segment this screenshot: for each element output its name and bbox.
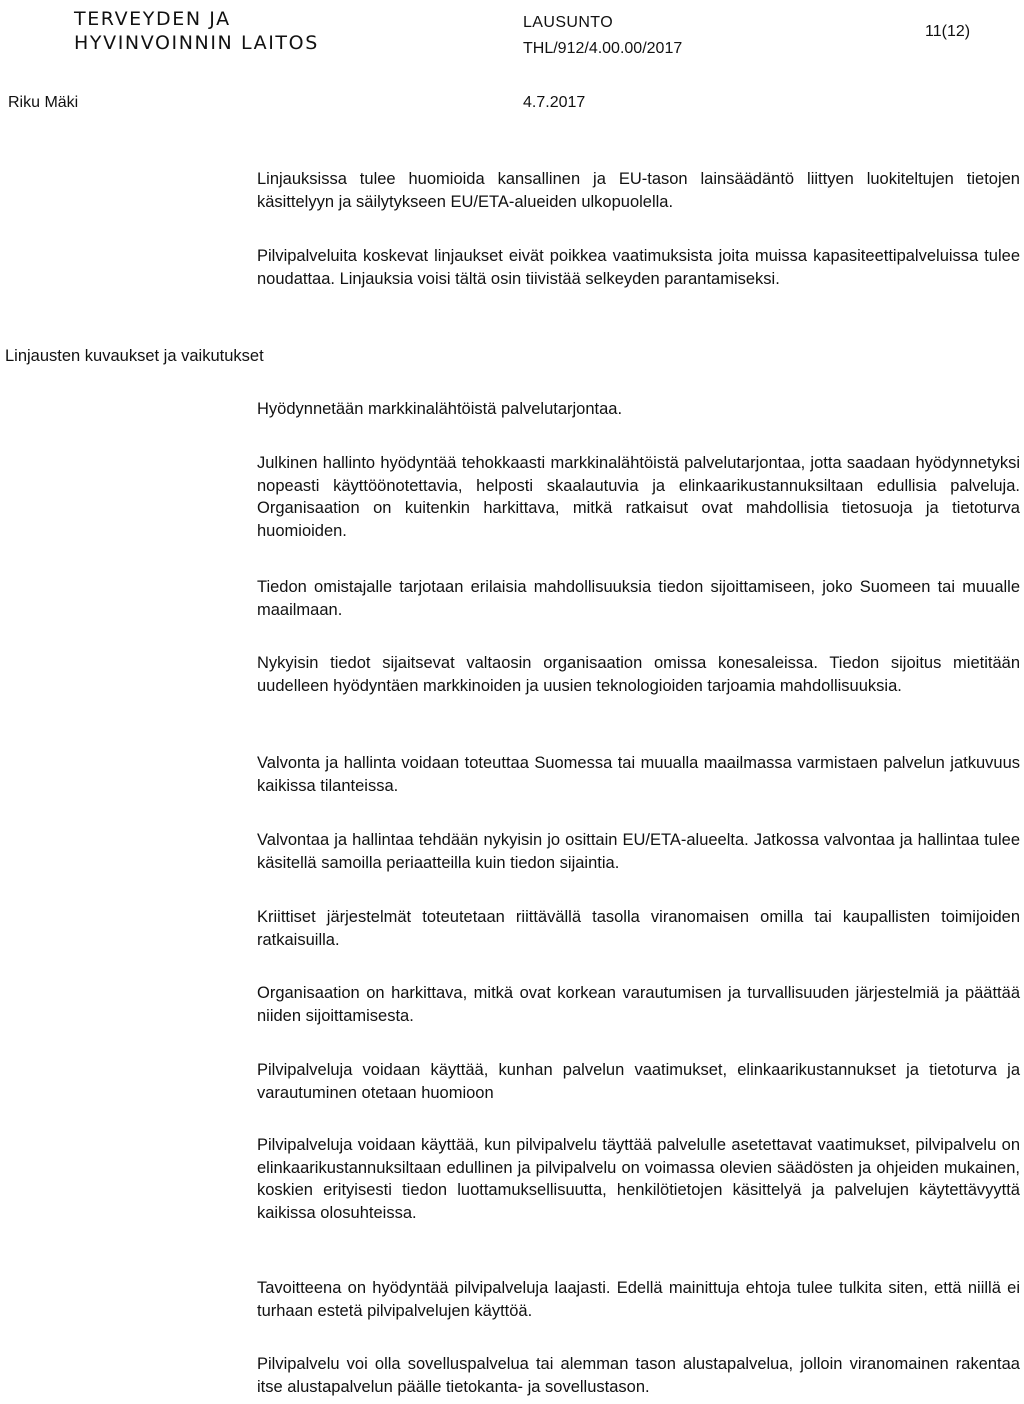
paragraph: Tiedon omistajalle tarjotaan erilaisia mahdollisuuksia tiedon sijoittamiseen, joko Suomeen tai muualle maailmaan.	[257, 578, 1020, 619]
paragraph: Pilvipalvelu voi olla sovelluspalvelua tai alemman tason alustapalvelua, jolloin viranomainen rakentaa itse alustapalvelun päälle tietokanta- ja sovellustason.	[257, 1355, 1020, 1396]
paragraph: Linjauksissa tulee huomioida kansallinen ja EU-tason lainsäädäntö liittyen luokiteltujen tietojen käsittelyyn ja säilytykseen EU/ETA-alueiden ulkopuolella.	[257, 170, 1020, 211]
section-heading: Linjausten kuvaukset ja vaikutukset	[5, 347, 264, 365]
paragraph: Valvontaa ja hallintaa tehdään nykyisin jo osittain EU/ETA-alueelta. Jatkossa valvontaa ja hallintaa tulee käsitellä samoilla periaatteilla kuin tiedon sijaintia.	[257, 831, 1020, 872]
paragraph: Hyödynnetään markkinalähtöistä palvelutarjontaa.	[257, 400, 623, 418]
paragraph: Nykyisin tiedot sijaitsevat valtaosin organisaation omissa konesaleissa. Tiedon sijoitus mietitään uudelleen hyödyntäen markkinoiden ja uusien teknologioiden tarjoamia mahdollisuuksia.	[257, 654, 1020, 695]
author-name: Riku Mäki	[8, 94, 79, 111]
paragraph: Pilvipalveluita koskevat linjaukset eivät poikkea vaatimuksista joita muissa kapasiteettipalveluissa tulee noudattaa. Linjauksia voisi tältä osin tiivistää selkeyden parantamiseksi.	[257, 247, 1020, 288]
paragraph: Valvonta ja hallinta voidaan toteuttaa Suomessa tai muualla maailmassa varmistaen palvelun jatkuvuus kaikissa tilanteissa.	[257, 754, 1020, 795]
document-date: 4.7.2017	[523, 94, 586, 111]
paragraph: Pilvipalveluja voidaan käyttää, kunhan palvelun vaatimukset, elinkaarikustannukset ja tietoturva ja varautuminen otetaan huomioon	[257, 1061, 1020, 1102]
paragraph: Tavoitteena on hyödyntää pilvipalveluja laajasti. Edellä mainittuja ehtoja tulee tulkita siten, että niillä ei turhaan estetä pilvipalvelujen käyttöä.	[257, 1279, 1020, 1320]
document-type: LAUSUNTO	[523, 14, 614, 31]
page-number: 11(12)	[925, 23, 971, 40]
paragraph: Kriittiset järjestelmät toteutetaan riittävällä tasolla viranomaisen omilla tai kaupallisten toimijoiden ratkaisuilla.	[257, 908, 1020, 949]
organization-name	[74, 7, 319, 55]
paragraph: Pilvipalveluja voidaan käyttää, kun pilvipalvelu täyttää palvelulle asetettavat vaatimukset, pilvipalvelu on elinkaarikustannuksiltaan edullinen ja pilvipalvelu on voimassa olevien säädösten ja ohjeiden mukainen, koskien erityisesti tiedon luottamuksellisuutta, henkilötietojen käsittelyä ja palvelujen käytettävyyttä kaikissa olosuhteissa.	[257, 1136, 1020, 1222]
document-number: THL/912/4.00.00/2017	[523, 40, 683, 57]
paragraph: Organisaation on harkittava, mitkä ovat korkean varautumisen ja turvallisuuden järjestelmiä ja päättää niiden sijoittamisesta.	[257, 984, 1020, 1025]
organization-name-line-2: HYVINVOINNIN LAITOS	[74, 32, 319, 54]
paragraph: Julkinen hallinto hyödyntää tehokkaasti markkinalähtöistä palvelutarjontaa, jotta saadaan hyödynnetyksi nopeasti käyttöönotettavia, helposti skaalautuvia ja elinkaarikustannuksiltaan edullisia palveluja. Organisaation on kuitenkin harkittava, mitkä ratkaisut ovat mahdollisia tietosuoja ja tietoturva huomioiden.	[257, 454, 1020, 540]
organization-name-line-1: TERVEYDEN JA	[74, 8, 231, 30]
